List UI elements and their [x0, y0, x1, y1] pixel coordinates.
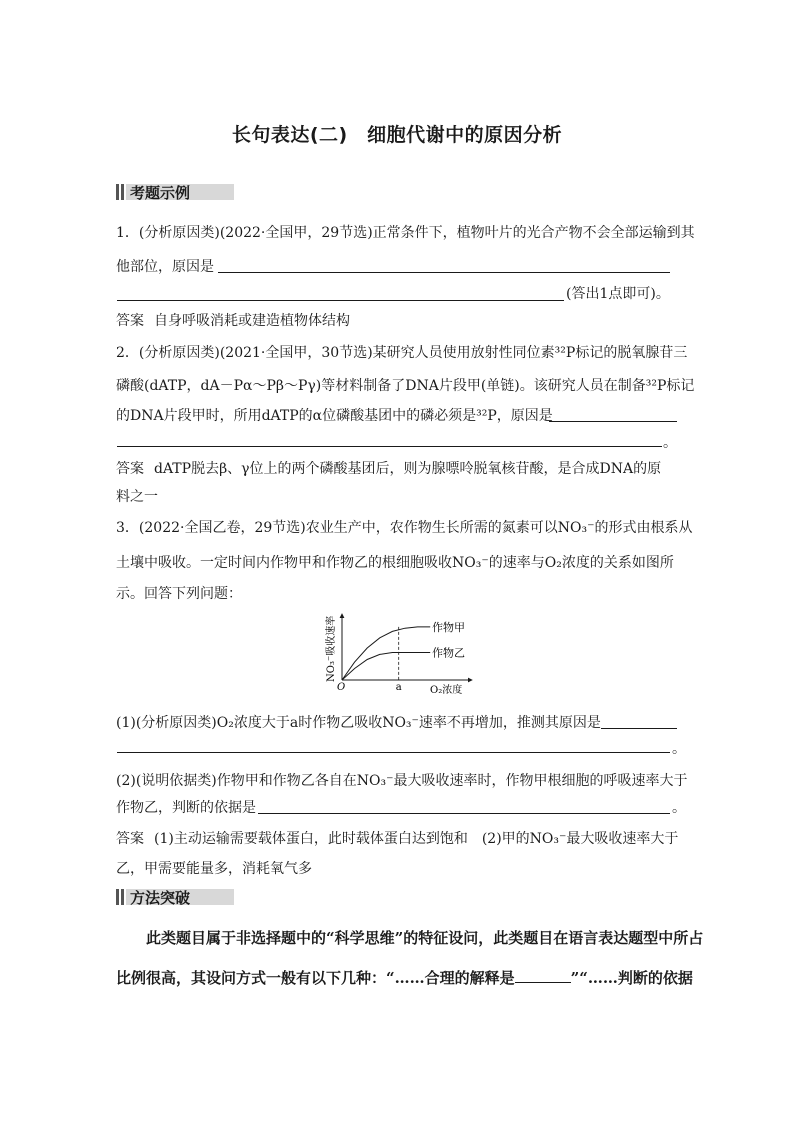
- q1-tail: (答出1点即可)。: [566, 286, 670, 302]
- q1-line2: 他部位，原因是: [116, 259, 214, 275]
- q2-blank-1[interactable]: [549, 421, 677, 422]
- series-label-crop-a: 作物甲: [432, 620, 465, 634]
- q3-source: (2022·全国乙卷，29节选): [138, 520, 306, 536]
- section-marker: [121, 184, 124, 200]
- section-marker: [121, 889, 124, 905]
- q2-line3: 的DNA片段甲时，所用dATP的α位磷酸基团中的磷必须是³²P，原因是: [116, 408, 553, 424]
- q2-answer-line1: 答案 dATP脱去β、γ位上的两个磷酸基团后，则为腺嘌呤脱氧核苷酸，是合成DNA的原: [116, 461, 662, 477]
- section-title: 考题示例: [130, 184, 191, 202]
- answer-label: 答案: [116, 461, 144, 477]
- series-line-crop-b: [342, 653, 430, 681]
- q2-tail: 。: [663, 435, 677, 451]
- q1-answer: 答案 自身呼吸消耗或建造植物体结构: [116, 313, 350, 329]
- q2-answer-line2: 料之一: [116, 489, 158, 505]
- series-label-crop-b: 作物乙: [432, 646, 465, 660]
- q2-line2: 磷酸(dATP，dA－Pα～Pβ～Pγ)等材料制备了DNA片段甲(单链)。该研究人员在制备³²P标记: [116, 378, 695, 394]
- q2-source: (分析原因类)(2021·全国甲，30节选): [138, 345, 373, 361]
- x-axis-label: O₂浓度: [430, 685, 463, 696]
- origin-label: O: [337, 682, 346, 693]
- q2-line1: 2．(分析原因类)(2021·全国甲，30节选)某研究人员使用放射性同位素³²P标记的脱氧腺苷三: [116, 345, 688, 361]
- answer-label: 答案: [116, 313, 144, 329]
- q3-sub2-line2: 作物乙，判断的依据是: [116, 800, 256, 816]
- page-title: 长句表达(二) 细胞代谢中的原因分析: [231, 124, 563, 146]
- q3-line3: 示。回答下列问题：: [116, 586, 242, 602]
- x-marker-label: a: [395, 682, 402, 693]
- q3-answer-line1: 答案 (1)主动运输需要载体蛋白，此时载体蛋白达到饱和 (2)甲的NO₃⁻最大吸收速率大于: [116, 831, 679, 847]
- answer-label: 答案: [116, 831, 144, 847]
- methods-blank[interactable]: [515, 968, 571, 983]
- section-title: 方法突破: [130, 889, 191, 907]
- q1-blank-1[interactable]: [218, 272, 670, 273]
- q2-blank-2[interactable]: [117, 446, 662, 447]
- q3-line1: 3．(2022·全国乙卷，29节选)农业生产中，农作物生长所需的氮素可以NO₃⁻的形式由根系从: [116, 520, 693, 536]
- methods-line1: 此类题目属于非选择题中的“科学思维”的特征设问，此类题目在语言表达题型中所占: [146, 929, 704, 947]
- q3-sub2-tail: 。: [672, 800, 686, 816]
- absorption-rate-chart: [318, 608, 478, 698]
- section-marker: [116, 184, 119, 200]
- q3-sub1-blank-2[interactable]: [117, 752, 670, 753]
- q3-line2: 土壤中吸收。一定时间内作物甲和作物乙的根细胞吸收NO₃⁻的速率与O₂浓度的关系如图所: [116, 555, 674, 571]
- methods-line2: 比例很高，其设问方式一般有以下几种：“……合理的解释是 ”“……判断的依据: [116, 969, 693, 987]
- q3-sub1: (1)(分析原因类)O₂浓度大于a时作物乙吸收NO₃⁻速率不再增加，推测其原因是: [116, 715, 601, 731]
- q3-sub2-line1: (2)(说明依据类)作物甲和作物乙各自在NO₃⁻最大吸收速率时，作物甲根细胞的呼吸速率大于: [116, 773, 688, 789]
- q3-sub1-tail: 。: [672, 741, 686, 757]
- q3-sub2-blank[interactable]: [258, 813, 670, 814]
- q1-blank-2[interactable]: [117, 300, 564, 301]
- section-marker: [116, 889, 119, 905]
- q3-answer-line2: 乙，甲需要能量多，消耗氧气多: [116, 861, 312, 877]
- q3-sub1-blank-1[interactable]: [601, 728, 677, 729]
- q1-line1: 1．(分析原因类)(2022·全国甲，29节选)正常条件下，植物叶片的光合产物不会全部运输到其: [116, 225, 695, 241]
- q1-source: (分析原因类)(2022·全国甲，29节选): [138, 225, 373, 241]
- y-axis-label: NO₃⁻吸收速率: [326, 615, 337, 682]
